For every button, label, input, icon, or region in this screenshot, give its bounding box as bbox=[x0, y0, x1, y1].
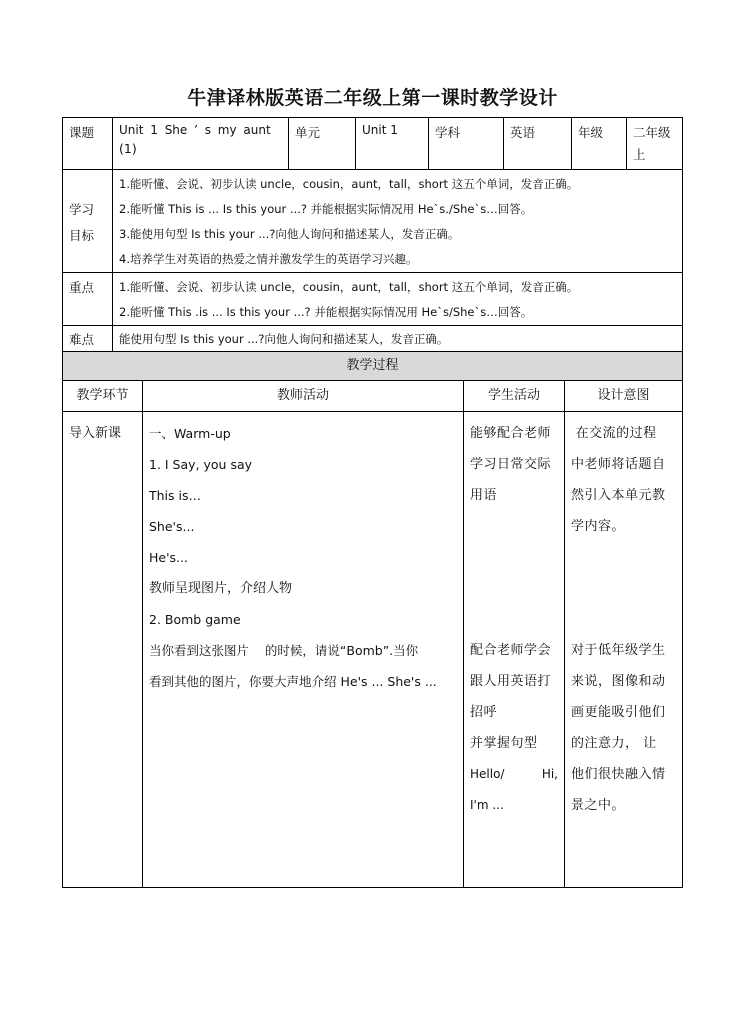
intent-line: 景之中。 bbox=[571, 798, 626, 813]
teacher-line: 教师呈现图片，介绍人物 bbox=[149, 581, 293, 596]
grade-value-line2: 上 bbox=[633, 147, 646, 162]
design-intent-cell bbox=[565, 412, 683, 888]
intent-line: 在交流的过程 bbox=[571, 426, 657, 441]
student-activity-cell bbox=[464, 412, 565, 888]
grade-value-line1: 二年级 bbox=[633, 125, 671, 140]
stage-text: 导入新课 bbox=[69, 426, 122, 441]
key-point-item: 2.能听懂 This .is ... Is this your ...? 并能根据实际情况用 He`s/She`s…回答。 bbox=[119, 305, 533, 319]
topic-label: 课题 bbox=[63, 118, 113, 170]
goals-label bbox=[63, 170, 113, 273]
page-title: 牛津译林版英语二年级上第一课时教学设计 bbox=[187, 87, 558, 109]
intent-line: 中老师将话题自 bbox=[571, 457, 666, 472]
goals-cell bbox=[113, 170, 683, 273]
intent-line: 来说，图像和动 bbox=[571, 674, 666, 689]
col-stage-header: 教学环节 bbox=[63, 381, 143, 412]
key-label-text: 重点 bbox=[69, 280, 95, 295]
col-student-header: 学生活动 bbox=[464, 381, 565, 412]
teacher-line: He's... bbox=[149, 550, 188, 565]
student-hello-line bbox=[470, 759, 558, 790]
key-point-item: 1.能听懂、会说、初步认读 uncle，cousin，aunt，tall，short 这五个单词，发音正确。 bbox=[119, 280, 579, 294]
student-line: 能够配合老师 bbox=[470, 426, 552, 441]
goal-item: 4.培养学生对英语的热爱之情并激发学生的英语学习兴趣。 bbox=[119, 252, 418, 266]
teacher-activity-cell bbox=[143, 412, 464, 888]
teacher-line: 当你看到这张图片 的时候，请说“Bomb”.当你 bbox=[149, 643, 419, 658]
grade-value bbox=[627, 118, 683, 170]
goals-label-line2: 目标 bbox=[69, 228, 95, 243]
teacher-line: 1. I Say, you say bbox=[149, 457, 253, 472]
student-line: 并掌握句型 bbox=[470, 736, 538, 751]
student-hi: Hi, bbox=[541, 767, 558, 781]
intent-line: 然引入本单元教 bbox=[571, 488, 666, 503]
key-points-cell bbox=[113, 273, 683, 326]
student-line: 学习日常交际 bbox=[470, 457, 552, 472]
key-label bbox=[63, 273, 113, 326]
teacher-line: 一、Warm-up bbox=[149, 426, 231, 441]
intent-line: 学内容。 bbox=[571, 519, 626, 534]
topic-value-line2: (1) bbox=[119, 141, 137, 156]
subject-value: 英语 bbox=[504, 118, 572, 170]
stage-cell bbox=[63, 412, 143, 888]
col-intent-header: 设计意图 bbox=[565, 381, 683, 412]
col-teacher-header: 教师活动 bbox=[143, 381, 464, 412]
student-im: I'm ... bbox=[470, 798, 504, 812]
student-line: 招呼 bbox=[470, 705, 498, 720]
intent-line: 画更能吸引他们 bbox=[571, 705, 666, 720]
goal-item: 3.能使用句型 Is this your ...?向他人询问和描述某人，发音正确。 bbox=[119, 227, 460, 241]
grade-label: 年级 bbox=[572, 118, 627, 170]
lesson-info-table bbox=[62, 117, 683, 354]
subject-label: 学科 bbox=[429, 118, 504, 170]
intent-line: 的注意力， 让 bbox=[571, 736, 657, 751]
difficulty-label-text: 难点 bbox=[69, 332, 95, 347]
student-hello: Hello/ bbox=[470, 767, 505, 781]
process-header: 教学过程 bbox=[63, 352, 683, 381]
student-line: 跟人用英语打 bbox=[470, 674, 552, 689]
intent-line: 他们很快融入情 bbox=[571, 767, 666, 782]
unit-value: Unit 1 bbox=[356, 118, 429, 170]
student-line: 用语 bbox=[470, 488, 498, 503]
teaching-process-table bbox=[62, 351, 683, 888]
teacher-line: This is… bbox=[149, 488, 202, 503]
goals-label-line1: 学习 bbox=[69, 202, 95, 217]
teacher-line: 2. Bomb game bbox=[149, 612, 241, 627]
student-line: 配合老师学会 bbox=[470, 643, 552, 658]
difficulty-value bbox=[113, 326, 683, 354]
difficulty-label bbox=[63, 326, 113, 354]
topic-value bbox=[113, 118, 289, 170]
teacher-line: She's... bbox=[149, 519, 195, 534]
unit-label: 单元 bbox=[289, 118, 356, 170]
goal-item: 2.能听懂 This is ... Is this your ...? 并能根据实际情况用 He`s./She`s…回答。 bbox=[119, 202, 533, 216]
intent-line: 对于低年级学生 bbox=[571, 643, 666, 658]
difficulty-text: 能使用句型 Is this your ...?向他人询问和描述某人，发音正确。 bbox=[119, 332, 449, 346]
teacher-line: 看到其他的图片，你要大声地介绍 He's ... She's ... bbox=[149, 674, 437, 689]
goal-item: 1.能听懂、会说、初步认读 uncle，cousin，aunt，tall，short 这五个单词，发音正确。 bbox=[119, 177, 579, 191]
topic-value-line1: Unit 1 She ’ s my aunt bbox=[119, 123, 271, 137]
